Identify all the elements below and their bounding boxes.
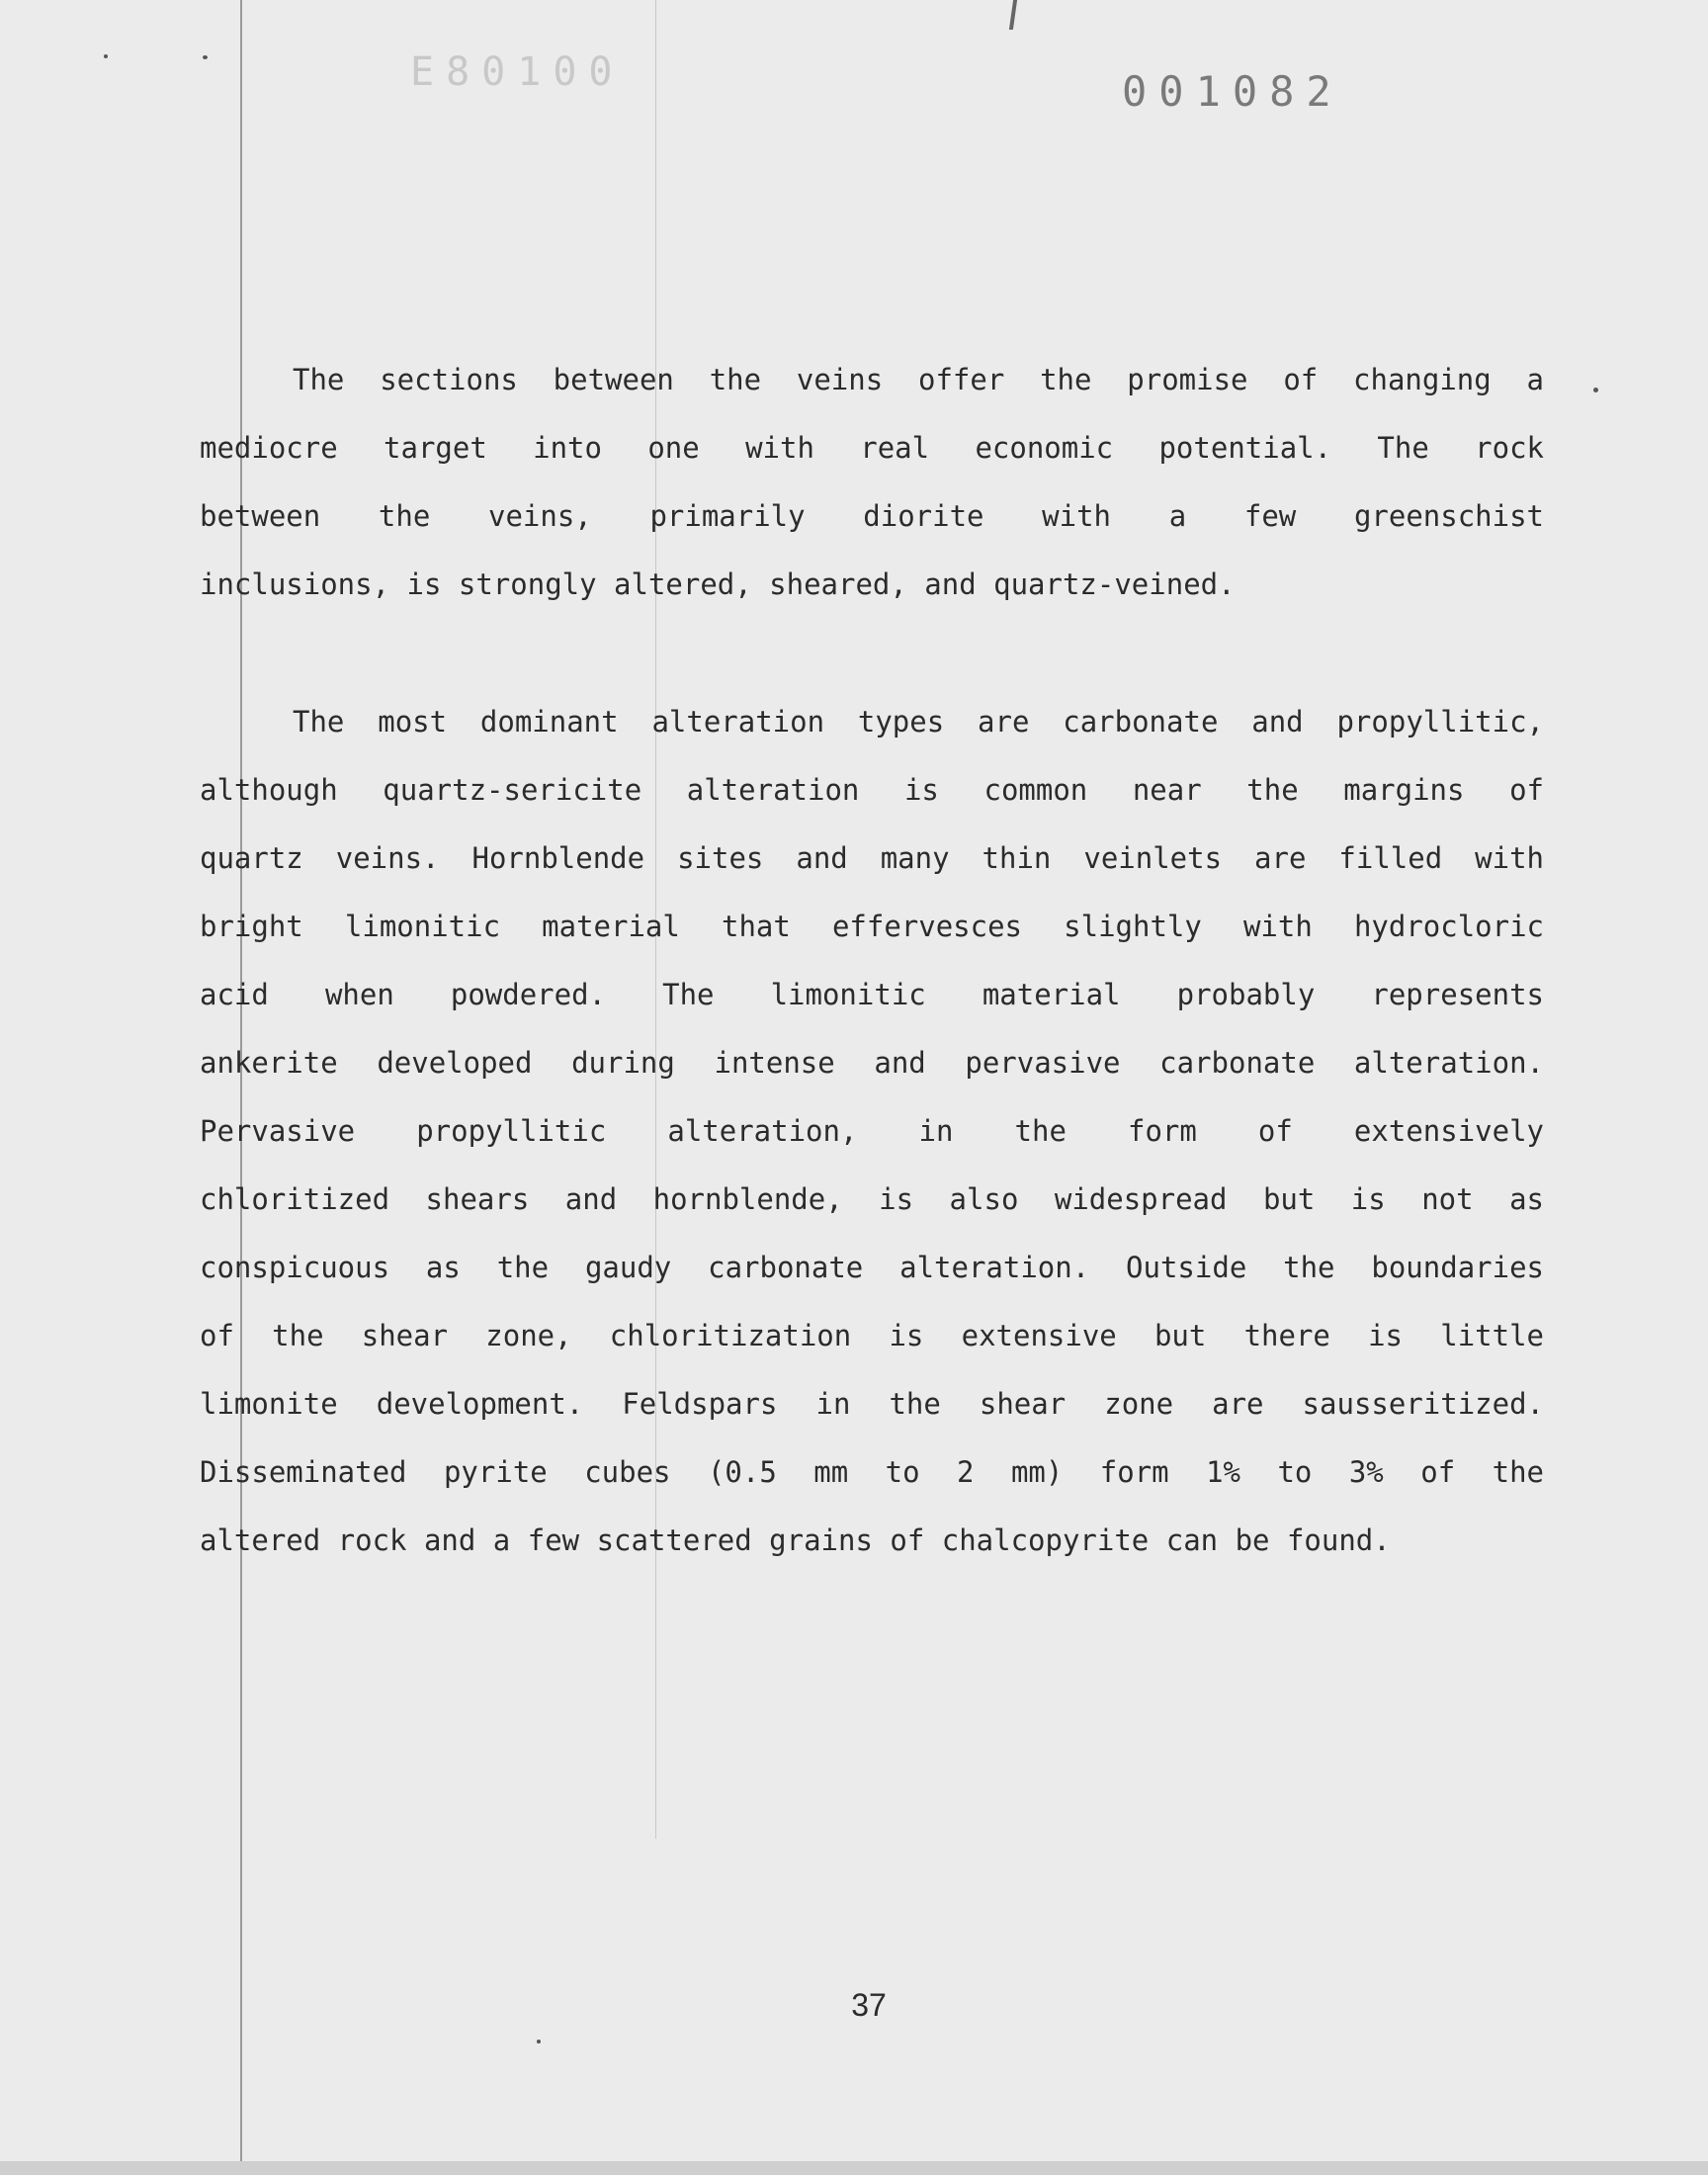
text-line: conspicuous as the gaudy carbonate alteration. Outside the boundaries — [200, 1251, 1544, 1284]
text-line: The most dominant alteration types are carbonate and propyllitic, — [293, 705, 1544, 739]
text-line: The sections between the veins offer the promise of changing a — [293, 363, 1544, 396]
text-line: acid when powdered. The limonitic material probably represents — [200, 978, 1544, 1011]
text-line: of the shear zone, chloritization is extensive but there is little — [200, 1319, 1544, 1352]
speck — [104, 54, 108, 58]
text-line: although quartz-sericite alteration is common near the margins of — [200, 773, 1544, 807]
text-line: ankerite developed during intense and pervasive carbonate alteration. — [200, 1046, 1544, 1080]
speck — [537, 2040, 541, 2044]
text-line: limonite development. Feldspars in the shear zone are sausseritized. — [200, 1387, 1544, 1421]
text-line: quartz veins. Hornblende sites and many thin veinlets are filled with — [200, 841, 1544, 875]
text-line: chloritized shears and hornblende, is also widespread but is not as — [200, 1182, 1544, 1216]
speck — [1593, 388, 1598, 392]
page-number: 37 — [851, 1987, 887, 2023]
paragraph-1 — [200, 346, 1544, 619]
paragraph-2 — [200, 688, 1544, 1575]
text-line: Disseminated pyrite cubes (0.5 mm to 2 mm) form 1% to 3% of the — [200, 1455, 1544, 1489]
text-line: bright limonitic material that effervesces slightly with hydrocloric — [200, 910, 1544, 943]
document-number-stamp: 001082 — [1122, 67, 1343, 116]
text-line: inclusions, is strongly altered, sheared, and quartz-veined. — [200, 567, 1236, 601]
text-line: altered rock and a few scattered grains of chalcopyrite can be found. — [200, 1523, 1391, 1557]
page-bottom-edge — [0, 2161, 1708, 2175]
text-line: mediocre target into one with real economic potential. The rock — [200, 431, 1544, 465]
text-line: between the veins, primarily diorite with a few greenschist — [200, 499, 1544, 533]
faint-stamp: E80100 — [410, 49, 625, 95]
ink-mark — [1009, 0, 1017, 30]
text-line: Pervasive propyllitic alteration, in the form of extensively — [200, 1114, 1544, 1148]
speck — [203, 55, 208, 59]
